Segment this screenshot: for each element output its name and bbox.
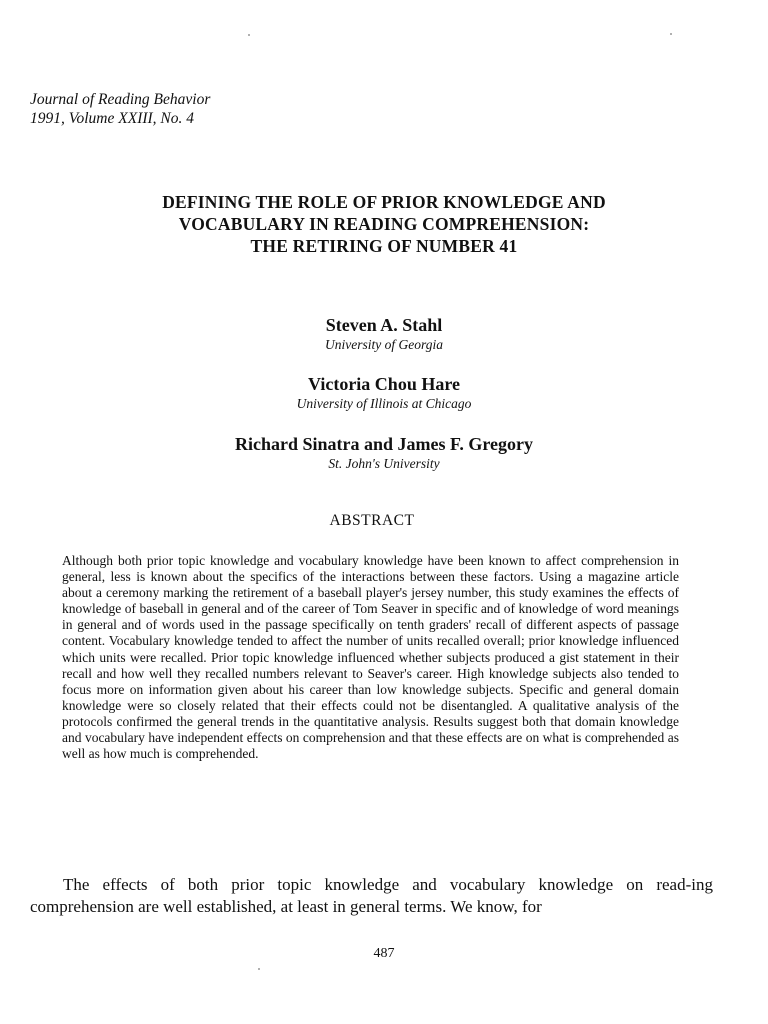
journal-citation: [30, 90, 210, 128]
article-title: [60, 191, 708, 257]
author-name: Steven A. Stahl: [325, 315, 443, 335]
journal-name: Journal of Reading Behavior: [30, 91, 211, 108]
author-name: Victoria Chou Hare: [308, 374, 460, 394]
scan-speck: [258, 968, 260, 970]
title-line-3: THE RETIRING OF NUMBER 41: [250, 236, 518, 256]
scan-speck: [670, 33, 672, 35]
author-name: Richard Sinatra and James F. Gregory: [234, 434, 533, 454]
author-block-1: [60, 314, 708, 354]
body-paragraph: The effects of both prior topic knowledge and vocabulary knowledge on read-ing comprehension are well established, at least in general terms. We know, for: [30, 875, 713, 916]
abstract-text: Although both prior topic knowledge and vocabulary knowledge have been known to affect comprehension in general, less is known about the specifics of the interactions between these factors. Using a magazine article about a ceremony marking the retirement of a baseball player's jersey number, this study examines the effects of knowledge of baseball in general and of the career of Tom Seaver in specific and of knowledge of word meanings in general and of words used in the passage specifically on tenth graders' recall of different aspects of passage content. Vocabulary knowledge tended to affect the number of units recalled overall; prior knowledge influenced which units were recalled. Prior topic knowledge influenced whether subjects produced a gist statement in their recall and how well they recalled numbers relevant to Seaver's career. High knowledge subjects also tended to focus more on information given about his career than low knowledge subjects. Specific and general domain knowledge were so closely related that their effects could not be disentangled. A qualitative analysis of the protocols confirmed the general trends in the quantitative analysis. Results suggest both that domain knowledge and vocabulary have independent effects on comprehension and that these effects are on what is comprehended as well as how much is comprehended.: [62, 553, 679, 762]
author-affiliation: St. John's University: [328, 456, 440, 471]
scan-speck: [248, 34, 250, 36]
abstract-heading: ABSTRACT: [329, 512, 415, 529]
author-affiliation: University of Illinois at Chicago: [296, 396, 472, 411]
journal-issue: 1991, Volume XXIII, No. 4: [30, 110, 195, 127]
page-number: 487: [373, 946, 395, 961]
author-block-3: [60, 433, 708, 473]
title-line-2: VOCABULARY IN READING COMPREHENSION:: [178, 214, 590, 234]
author-affiliation: University of Georgia: [325, 337, 443, 352]
title-line-1: DEFINING THE ROLE OF PRIOR KNOWLEDGE AND: [162, 192, 606, 212]
author-block-2: [60, 373, 708, 413]
